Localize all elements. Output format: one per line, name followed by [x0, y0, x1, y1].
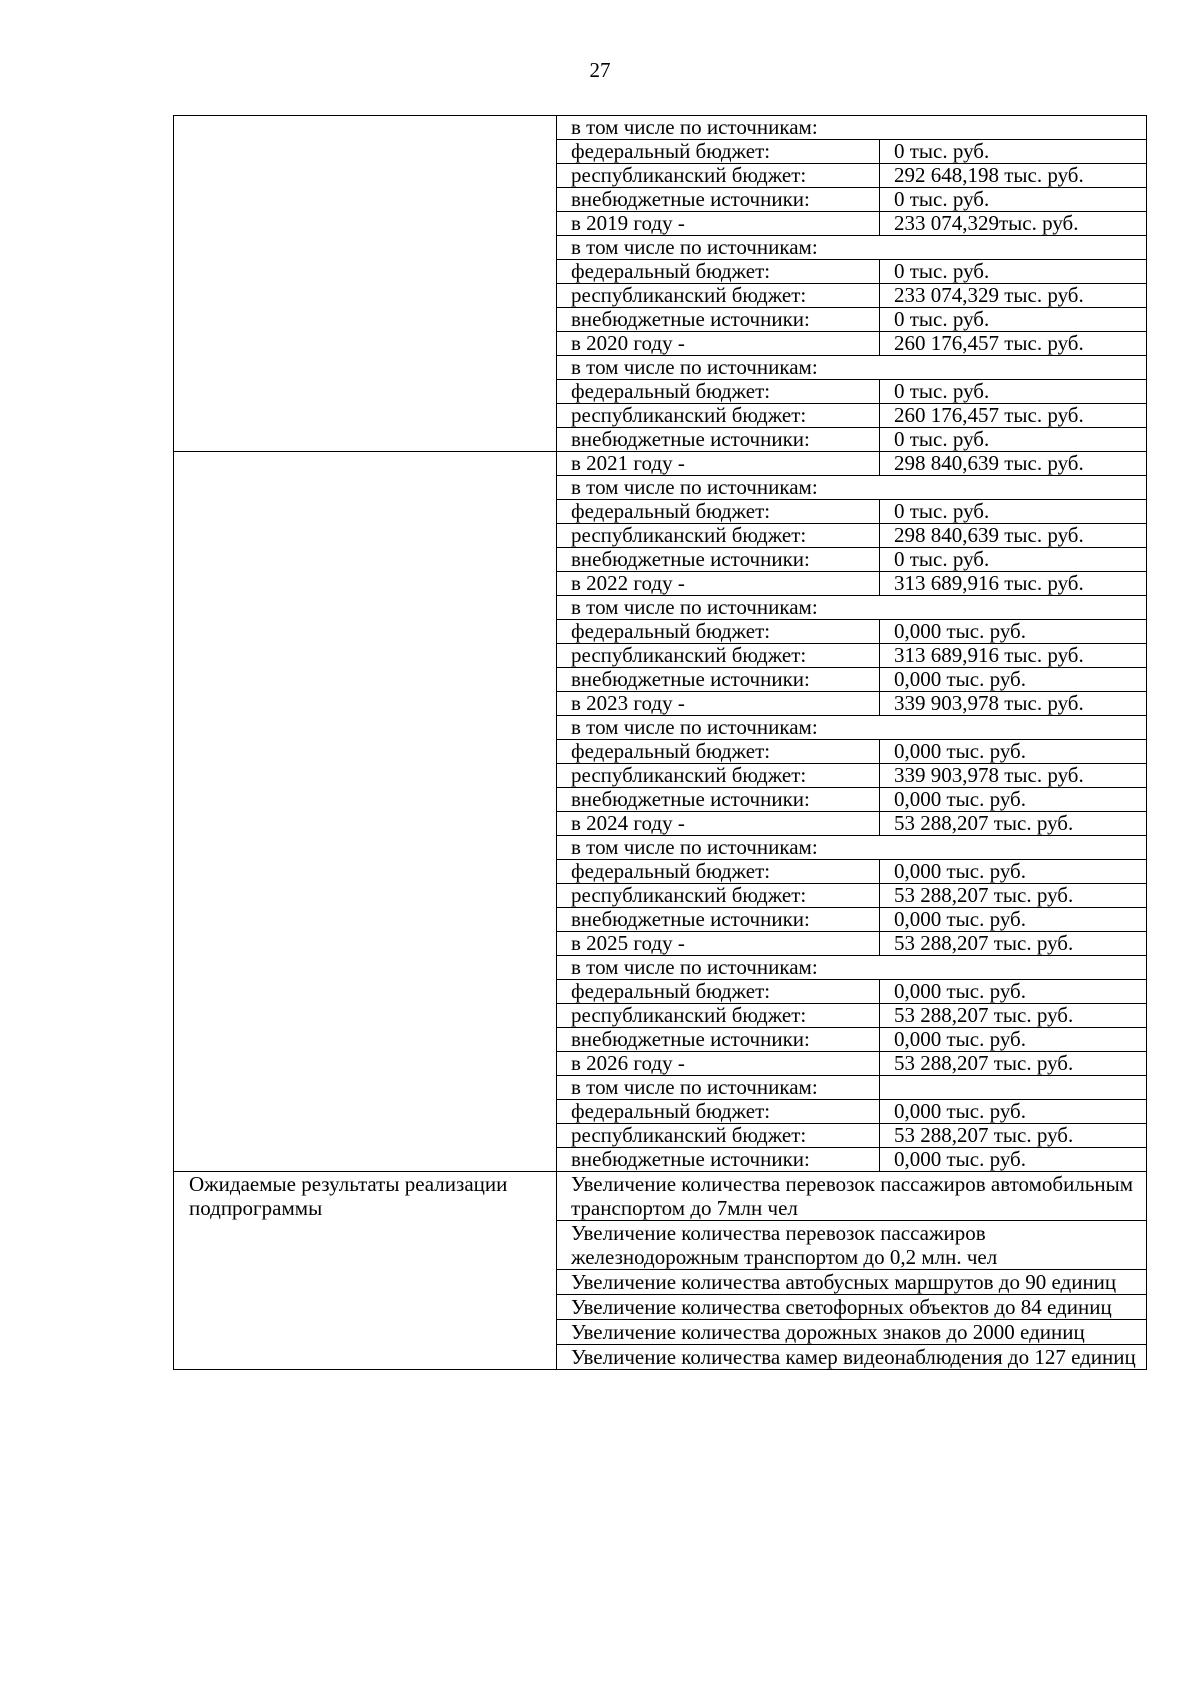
funding-value: 233 074,329тыс. руб. [880, 212, 1147, 236]
page-number: 27 [589, 58, 611, 82]
funding-note: в том числе по источникам: [557, 956, 1147, 980]
funding-value: 0 тыс. руб. [880, 380, 1147, 404]
funding-label: внебюджетные источники: [557, 668, 880, 692]
funding-label: федеральный бюджет: [557, 740, 880, 764]
funding-value: 298 840,639 тыс. руб. [880, 452, 1147, 476]
funding-note: в том числе по источникам: [557, 116, 1147, 140]
funding-label: республиканский бюджет: [557, 524, 880, 548]
funding-label: внебюджетные источники: [557, 908, 880, 932]
funding-label: федеральный бюджет: [557, 380, 880, 404]
funding-note: в том числе по источникам: [557, 476, 1147, 500]
table-row [174, 452, 1147, 476]
funding-note: в том числе по источникам: [557, 716, 1147, 740]
table-row [174, 1172, 1147, 1221]
section-label-cell [174, 452, 557, 1172]
funding-value: 53 288,207 тыс. руб. [880, 1052, 1147, 1076]
funding-label: республиканский бюджет: [557, 764, 880, 788]
funding-value: 0,000 тыс. руб. [880, 788, 1147, 812]
result-item: Увеличение количества дорожных знаков до 2000 единиц [557, 1320, 1147, 1345]
funding-label: в 2019 году - [557, 212, 880, 236]
funding-value: 0,000 тыс. руб. [880, 908, 1147, 932]
funding-label: в 2022 году - [557, 572, 880, 596]
funding-value: 0 тыс. руб. [880, 308, 1147, 332]
funding-value: 0,000 тыс. руб. [880, 1100, 1147, 1124]
funding-label: внебюджетные источники: [557, 308, 880, 332]
funding-note: в том числе по источникам: [557, 236, 1147, 260]
funding-value: 339 903,978 тыс. руб. [880, 692, 1147, 716]
table-row [174, 116, 1147, 140]
funding-value: 292 648,198 тыс. руб. [880, 164, 1147, 188]
funding-value: 260 176,457 тыс. руб. [880, 404, 1147, 428]
funding-value: 53 288,207 тыс. руб. [880, 812, 1147, 836]
funding-label: федеральный бюджет: [557, 860, 880, 884]
result-item: Увеличение количества камер видеонаблюдения до 127 единиц [557, 1345, 1147, 1370]
funding-label: республиканский бюджет: [557, 164, 880, 188]
funding-value: 0,000 тыс. руб. [880, 620, 1147, 644]
result-item: Увеличение количества автобусных маршрутов до 90 единиц [557, 1270, 1147, 1295]
funding-value: 0,000 тыс. руб. [880, 1148, 1147, 1172]
results-label: Ожидаемые результаты реализации подпрограммы [174, 1172, 557, 1370]
funding-value: 0,000 тыс. руб. [880, 740, 1147, 764]
funding-label: внебюджетные источники: [557, 188, 880, 212]
funding-note: в том числе по источникам: [557, 836, 1147, 860]
funding-label: в 2024 году - [557, 812, 880, 836]
funding-label: в 2026 году - [557, 1052, 880, 1076]
funding-value: 313 689,916 тыс. руб. [880, 644, 1147, 668]
funding-value: 0 тыс. руб. [880, 428, 1147, 452]
funding-note: в том числе по источникам: [557, 596, 1147, 620]
funding-value: 260 176,457 тыс. руб. [880, 332, 1147, 356]
result-item: Увеличение количества перевозок пассажиров железнодорожным транспортом до 0,2 млн. чел [557, 1221, 1147, 1270]
funding-value: 0 тыс. руб. [880, 260, 1147, 284]
section-label-cell [174, 116, 557, 452]
funding-note: в том числе по источникам: [557, 356, 1147, 380]
result-item: Увеличение количества перевозок пассажиров автомобильным транспортом до 7млн чел [557, 1172, 1147, 1221]
funding-label: республиканский бюджет: [557, 644, 880, 668]
funding-label: внебюджетные источники: [557, 548, 880, 572]
funding-label: внебюджетные источники: [557, 1028, 880, 1052]
funding-value: 339 903,978 тыс. руб. [880, 764, 1147, 788]
funding-value: 0,000 тыс. руб. [880, 860, 1147, 884]
funding-label: внебюджетные источники: [557, 428, 880, 452]
funding-value [880, 1076, 1147, 1100]
funding-label: республиканский бюджет: [557, 1004, 880, 1028]
funding-value: 233 074,329 тыс. руб. [880, 284, 1147, 308]
result-item: Увеличение количества светофорных объектов до 84 единиц [557, 1295, 1147, 1320]
funding-label: федеральный бюджет: [557, 500, 880, 524]
funding-value: 0,000 тыс. руб. [880, 1028, 1147, 1052]
funding-label: в 2025 году - [557, 932, 880, 956]
funding-label: в 2023 году - [557, 692, 880, 716]
funding-value: 313 689,916 тыс. руб. [880, 572, 1147, 596]
funding-label: внебюджетные источники: [557, 788, 880, 812]
funding-label: федеральный бюджет: [557, 980, 880, 1004]
funding-value: 0 тыс. руб. [880, 188, 1147, 212]
funding-table [173, 115, 1147, 1370]
funding-value: 298 840,639 тыс. руб. [880, 524, 1147, 548]
funding-label: республиканский бюджет: [557, 404, 880, 428]
funding-label: федеральный бюджет: [557, 620, 880, 644]
funding-label: в 2020 году - [557, 332, 880, 356]
funding-label: федеральный бюджет: [557, 1100, 880, 1124]
funding-label: в 2021 году - [557, 452, 880, 476]
funding-label: в том числе по источникам: [557, 1076, 880, 1100]
funding-value: 0 тыс. руб. [880, 548, 1147, 572]
funding-value: 0,000 тыс. руб. [880, 668, 1147, 692]
funding-label: федеральный бюджет: [557, 260, 880, 284]
funding-label: федеральный бюджет: [557, 140, 880, 164]
funding-value: 0 тыс. руб. [880, 500, 1147, 524]
funding-label: республиканский бюджет: [557, 284, 880, 308]
funding-label: республиканский бюджет: [557, 1124, 880, 1148]
funding-value: 0 тыс. руб. [880, 140, 1147, 164]
funding-value: 0,000 тыс. руб. [880, 980, 1147, 1004]
funding-value: 53 288,207 тыс. руб. [880, 1004, 1147, 1028]
funding-value: 53 288,207 тыс. руб. [880, 884, 1147, 908]
funding-value: 53 288,207 тыс. руб. [880, 932, 1147, 956]
funding-value: 53 288,207 тыс. руб. [880, 1124, 1147, 1148]
funding-label: республиканский бюджет: [557, 884, 880, 908]
funding-label: внебюджетные источники: [557, 1148, 880, 1172]
